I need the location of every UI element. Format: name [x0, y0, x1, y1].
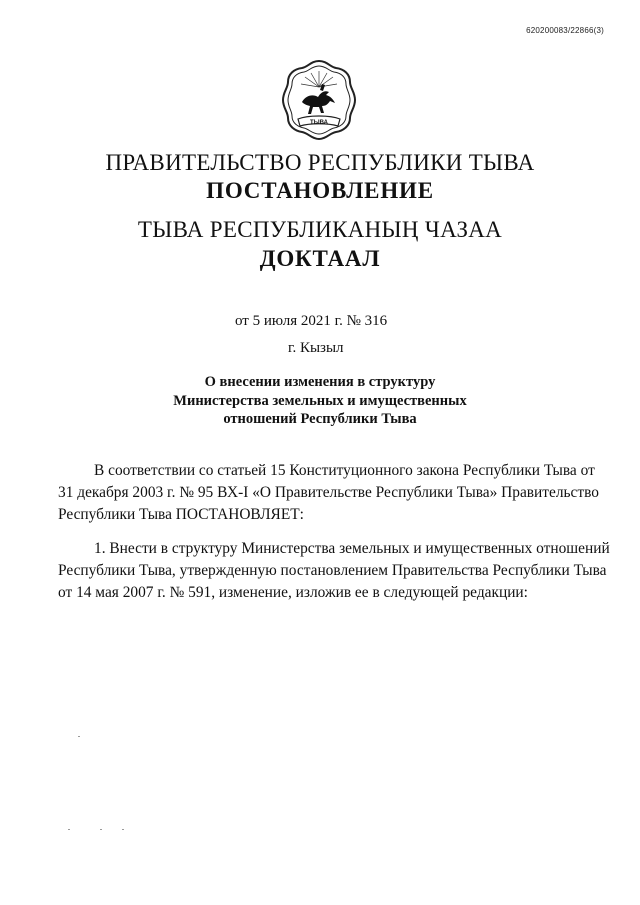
clause-1-paragraph: [58, 538, 608, 604]
scan-speck: [68, 829, 70, 830]
scan-speck: [100, 829, 102, 830]
paragraph-line: Республики Тыва ПОСТАНОВЛЯЕТ:: [58, 506, 304, 523]
scan-speck: [78, 736, 80, 737]
document-registration-number: 620200083/22866(3): [526, 26, 604, 35]
paragraph-line: В соответствии со статьей 15 Конституционного закона Республики Тыва от: [94, 462, 595, 479]
subject-line: О внесении изменения в структуру: [204, 374, 436, 390]
subject-line: отношений Республики Тыва: [223, 411, 417, 427]
paragraph-line: 1. Внести в структуру Министерства земельных и имущественных отношений: [94, 540, 610, 557]
paragraph-line: Республики Тыва, утвержденную постановлением Правительства Республики Тыва: [58, 562, 607, 579]
svg-text:ТЫВА: ТЫВА: [310, 120, 328, 126]
tuva-emblem-icon: [280, 57, 358, 147]
government-title-ru: ПРАВИТЕЛЬСТВО РЕСПУБЛИКИ ТЫВА: [105, 150, 535, 175]
subject-line: Министерства земельных и имущественных: [173, 392, 467, 409]
decree-heading-ru: ПОСТАНОВЛЕНИЕ: [206, 178, 434, 203]
paragraph-line: 31 декабря 2003 г. № 95 ВХ-I «О Правительстве Республики Тыва» Правительство: [58, 484, 599, 501]
decree-date-number: от 5 июля 2021 г. № 316: [235, 313, 388, 329]
decree-city: г. Кызыл: [288, 340, 344, 356]
decree-heading-tyv: ДОКТААЛ: [259, 246, 381, 271]
government-title-tyv: ТЫВА РЕСПУБЛИКАНЫҢ ЧАЗАА: [137, 217, 503, 242]
preamble-paragraph: [58, 460, 608, 526]
scan-speck: [122, 829, 124, 830]
decree-subject: [0, 373, 640, 429]
paragraph-line: от 14 мая 2007 г. № 591, изменение, изложив ее в следующей редакции:: [58, 584, 528, 601]
